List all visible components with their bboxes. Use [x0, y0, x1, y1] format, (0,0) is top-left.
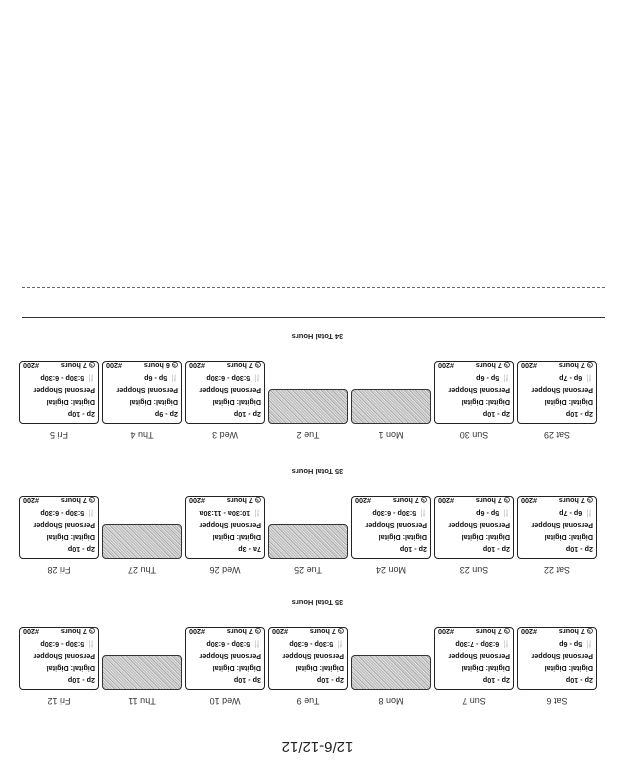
meal-break: 5p - 6p: [476, 374, 500, 383]
store-number: #200: [438, 627, 454, 636]
store-number: #200: [521, 361, 537, 370]
meal-icon: 🍴: [584, 640, 593, 647]
shift-hours: 7 hours: [226, 627, 253, 636]
day-label: Fri 28: [47, 565, 71, 575]
day-label: Tue 9: [296, 696, 320, 706]
shift-department: Digital: Digital: [544, 533, 593, 542]
clock-icon: ◷: [88, 496, 95, 503]
clock-icon: ◷: [586, 627, 593, 634]
clock-icon: ◷: [503, 361, 510, 368]
day-label: Fri 5: [50, 430, 68, 440]
shift-time: 2p - 10p: [565, 545, 593, 554]
clock-icon: ◷: [503, 627, 510, 634]
shift-role: Personal Shopper: [531, 652, 593, 661]
shift-role: Personal Shopper: [199, 521, 261, 530]
day-label: Mon 1: [378, 430, 404, 440]
clock-icon: ◷: [254, 361, 261, 368]
meal-break: 6p - 7p: [559, 374, 583, 383]
day-off-block: [102, 524, 182, 559]
store-number: #200: [189, 627, 205, 636]
clock-icon: ◷: [88, 627, 95, 634]
day-off-block: [102, 655, 182, 690]
date-range-title: 12/6-12/12: [281, 738, 354, 755]
shift-department: Digital: Digital: [46, 664, 95, 673]
shift-hours: 7 hours: [558, 361, 585, 370]
day-label: Wed 26: [209, 565, 241, 575]
meal-break: 5:30p - 6:30p: [40, 374, 85, 383]
shift-role: Personal Shopper: [33, 386, 95, 395]
shift-time: 2p - 10p: [482, 676, 510, 685]
meal-icon: 🍴: [86, 509, 95, 516]
shift-time: 7a - 3p: [238, 545, 261, 554]
week-total-hours: 34 Total Hours: [291, 332, 344, 341]
shift-hours: 7 hours: [475, 361, 502, 370]
shift-department: Digital: Digital: [212, 398, 261, 407]
shift-card[interactable]: [517, 627, 597, 690]
shift-hours: 7 hours: [475, 496, 502, 505]
meal-break: 6p - 7p: [559, 509, 583, 518]
shift-card[interactable]: [19, 361, 99, 424]
meal-icon: 🍴: [584, 374, 593, 381]
shift-hours: 7 hours: [309, 627, 336, 636]
store-number: #200: [189, 496, 205, 505]
shift-role: Personal Shopper: [531, 521, 593, 530]
shift-time: 2p - 10p: [565, 410, 593, 419]
shift-department: Digital: Digital: [461, 664, 510, 673]
meal-break: 5:30p - 6:30p: [206, 374, 251, 383]
shift-hours: 6 hours: [143, 361, 170, 370]
store-number: #200: [438, 361, 454, 370]
store-number: #200: [272, 627, 288, 636]
meal-break: 5:30p - 6:30p: [40, 640, 85, 649]
day-label: Sun 30: [459, 430, 489, 440]
meal-break: 5:30p - 6:30p: [206, 640, 251, 649]
shift-time: 2p - 10p: [67, 545, 95, 554]
day-label: Thu 27: [127, 565, 157, 575]
day-label: Wed 3: [212, 430, 238, 440]
meal-icon: 🍴: [335, 640, 344, 647]
week-total-hours: 35 Total Hours: [291, 467, 344, 476]
shift-time: 2p - 10p: [565, 676, 593, 685]
store-number: #200: [106, 361, 122, 370]
shift-department: Digital: Digital: [461, 398, 510, 407]
meal-icon: 🍴: [252, 374, 261, 381]
day-label: Sun 23: [459, 565, 489, 575]
shift-role: Personal Shopper: [116, 386, 178, 395]
day-label: Wed 10: [209, 696, 241, 706]
meal-break: 10:30a - 11:30a: [199, 509, 251, 518]
shift-time: 2p - 10p: [316, 676, 344, 685]
day-label: Mon 24: [375, 565, 407, 575]
day-label: Thu 11: [128, 696, 156, 706]
clock-icon: ◷: [88, 361, 95, 368]
shift-hours: 7 hours: [475, 627, 502, 636]
store-number: #200: [521, 496, 537, 505]
shift-time: 2p - 10p: [399, 545, 427, 554]
shift-time: 2p - 10p: [482, 410, 510, 419]
shift-department: Digital: Digital: [46, 533, 95, 542]
store-number: #200: [438, 496, 454, 505]
store-number: #200: [521, 627, 537, 636]
shift-department: Digital: Digital: [544, 398, 593, 407]
day-off-block: [351, 655, 431, 690]
meal-icon: 🍴: [501, 374, 510, 381]
shift-role: Personal Shopper: [448, 652, 510, 661]
day-off-block: [268, 389, 348, 424]
shift-hours: 7 hours: [60, 361, 87, 370]
day-off-block: [268, 524, 348, 559]
shift-card[interactable]: [351, 496, 431, 559]
shift-role: Personal Shopper: [199, 386, 261, 395]
shift-role: Personal Shopper: [33, 652, 95, 661]
clock-icon: ◷: [586, 496, 593, 503]
meal-icon: 🍴: [252, 509, 261, 516]
shift-card[interactable]: [434, 361, 514, 424]
shift-card[interactable]: [268, 627, 348, 690]
shift-department: Digital: Digital: [129, 398, 178, 407]
meal-icon: 🍴: [252, 640, 261, 647]
clock-icon: ◷: [420, 496, 427, 503]
meal-icon: 🍴: [584, 509, 593, 516]
week-total-hours: 35 Total Hours: [291, 598, 344, 607]
shift-role: Personal Shopper: [365, 521, 427, 530]
shift-hours: 7 hours: [558, 627, 585, 636]
shift-time: 3p - 10p: [233, 676, 261, 685]
shift-time: 2p - 10p: [233, 410, 261, 419]
shift-hours: 7 hours: [60, 627, 87, 636]
shift-card[interactable]: [517, 361, 597, 424]
shift-time: 2p - 10p: [67, 676, 95, 685]
meal-break: 6:30p - 7:30p: [455, 640, 500, 649]
shift-time: 2p - 10p: [67, 410, 95, 419]
meal-icon: 🍴: [501, 640, 510, 647]
meal-break: 5p - 6p: [559, 640, 583, 649]
day-label: Thu 4: [130, 430, 154, 440]
shift-card[interactable]: [185, 361, 265, 424]
shift-card[interactable]: [434, 627, 514, 690]
meal-icon: 🍴: [86, 640, 95, 647]
shift-role: Personal Shopper: [282, 652, 344, 661]
shift-card[interactable]: [19, 627, 99, 690]
shift-department: Digital: Digital: [461, 533, 510, 542]
day-label: Tue 2: [296, 430, 320, 440]
clock-icon: ◷: [503, 496, 510, 503]
shift-hours: 7 hours: [226, 496, 253, 505]
shift-department: Digital: Digital: [46, 398, 95, 407]
meal-break: 5p - 6p: [144, 374, 168, 383]
clock-icon: ◷: [254, 627, 261, 634]
day-off-block: [351, 389, 431, 424]
store-number: #200: [23, 627, 39, 636]
clock-icon: ◷: [337, 627, 344, 634]
shift-department: Digital: Digital: [212, 533, 261, 542]
store-number: #200: [189, 361, 205, 370]
shift-time: 2p - 10p: [482, 545, 510, 554]
shift-role: Personal Shopper: [448, 521, 510, 530]
day-label: Sat 22: [543, 565, 571, 575]
shift-card[interactable]: [185, 496, 265, 559]
shift-role: Personal Shopper: [448, 386, 510, 395]
shift-hours: 7 hours: [60, 496, 87, 505]
meal-break: 5:30p - 6:30p: [40, 509, 85, 518]
meal-icon: 🍴: [86, 374, 95, 381]
shift-card[interactable]: [19, 496, 99, 559]
meal-icon: 🍴: [169, 374, 178, 381]
shift-department: Digital: Digital: [544, 664, 593, 673]
shift-hours: 7 hours: [392, 496, 419, 505]
day-label: Sat 29: [543, 430, 571, 440]
clock-icon: ◷: [171, 361, 178, 368]
shift-department: Digital: Digital: [378, 533, 427, 542]
shift-time: 2p - 9p: [154, 410, 178, 419]
clock-icon: ◷: [254, 496, 261, 503]
store-number: #200: [355, 496, 371, 505]
shift-card[interactable]: [102, 361, 182, 424]
shift-hours: 7 hours: [226, 361, 253, 370]
clock-icon: ◷: [586, 361, 593, 368]
day-label: Sat 6: [546, 696, 568, 706]
day-label: Sun 7: [462, 696, 486, 706]
divider-line: [22, 317, 605, 318]
divider-line-dashed: [22, 287, 605, 288]
meal-break: 5:30p - 6:30p: [289, 640, 334, 649]
store-number: #200: [23, 496, 39, 505]
day-label: Tue 25: [294, 565, 322, 575]
meal-icon: 🍴: [418, 509, 427, 516]
shift-hours: 7 hours: [558, 496, 585, 505]
day-label: Mon 8: [378, 696, 404, 706]
store-number: #200: [23, 361, 39, 370]
shift-department: Digital: Digital: [295, 664, 344, 673]
meal-break: 5p - 6p: [476, 509, 500, 518]
shift-card[interactable]: [434, 496, 514, 559]
meal-icon: 🍴: [501, 509, 510, 516]
shift-role: Personal Shopper: [531, 386, 593, 395]
shift-department: Digital: Digital: [212, 664, 261, 673]
shift-role: Personal Shopper: [199, 652, 261, 661]
shift-card[interactable]: [185, 627, 265, 690]
shift-card[interactable]: [517, 496, 597, 559]
meal-break: 5:30p - 6:30p: [372, 509, 417, 518]
shift-role: Personal Shopper: [33, 521, 95, 530]
day-label: Fri 12: [47, 696, 71, 706]
